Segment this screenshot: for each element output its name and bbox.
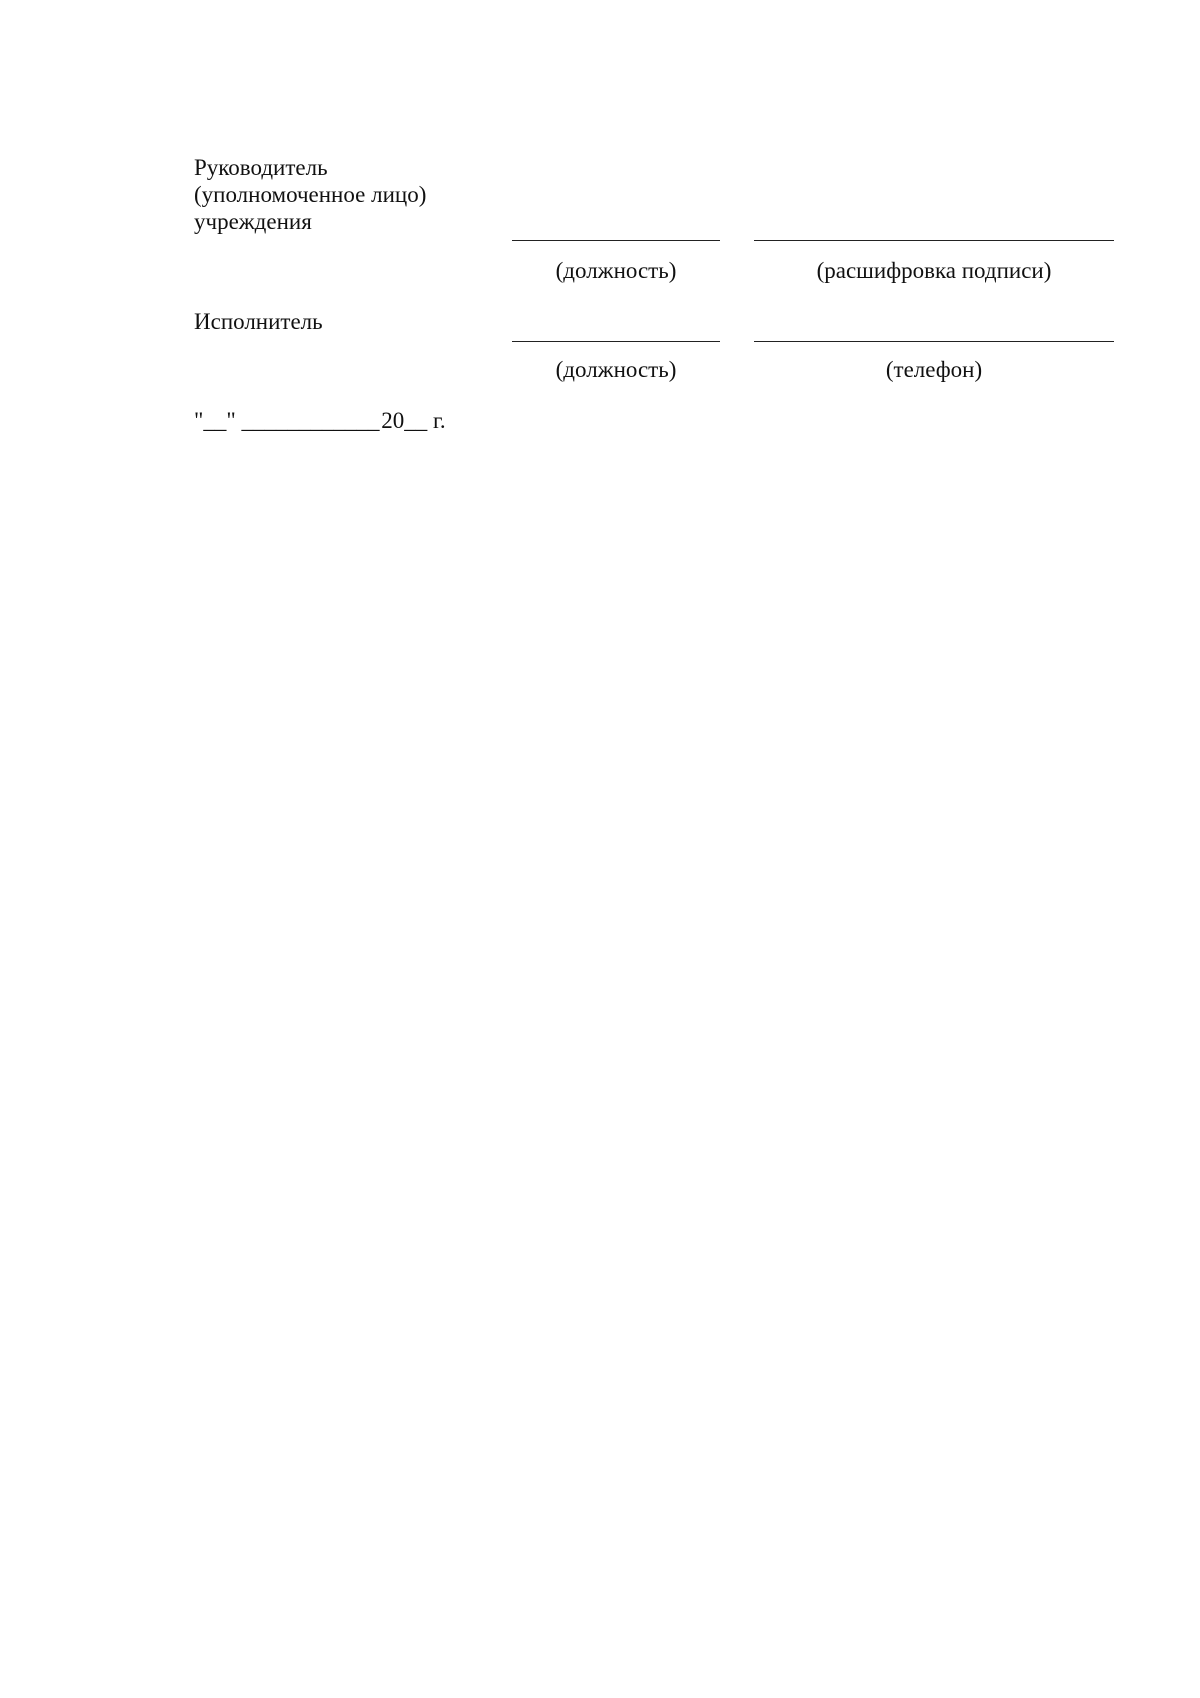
date-year-prefix: 20 [381,408,405,433]
date-day-blank: "__" [194,408,236,433]
executor-position-caption: (должность) [555,357,677,382]
manager-position-signature-line [512,240,720,241]
date-year-suffix: г. [433,408,446,433]
manager-signature-decoding-line [754,240,1114,241]
executor-phone-caption: (телефон) [885,357,983,382]
executor-label: Исполнитель [194,309,323,334]
manager-signature-caption: (расшифровка подписи) [816,258,1052,283]
date-line [194,407,446,434]
manager-label-line2: (уполномоченное лицо) [194,182,427,207]
date-month-blank: ____________ [241,408,380,433]
executor-phone-line [754,341,1114,342]
manager-position-caption: (должность) [555,258,677,283]
manager-label-line1: Руководитель [194,155,328,180]
manager-label-line3: учреждения [194,209,312,234]
date-year-blank: __ [404,408,428,433]
executor-position-line [512,341,720,342]
